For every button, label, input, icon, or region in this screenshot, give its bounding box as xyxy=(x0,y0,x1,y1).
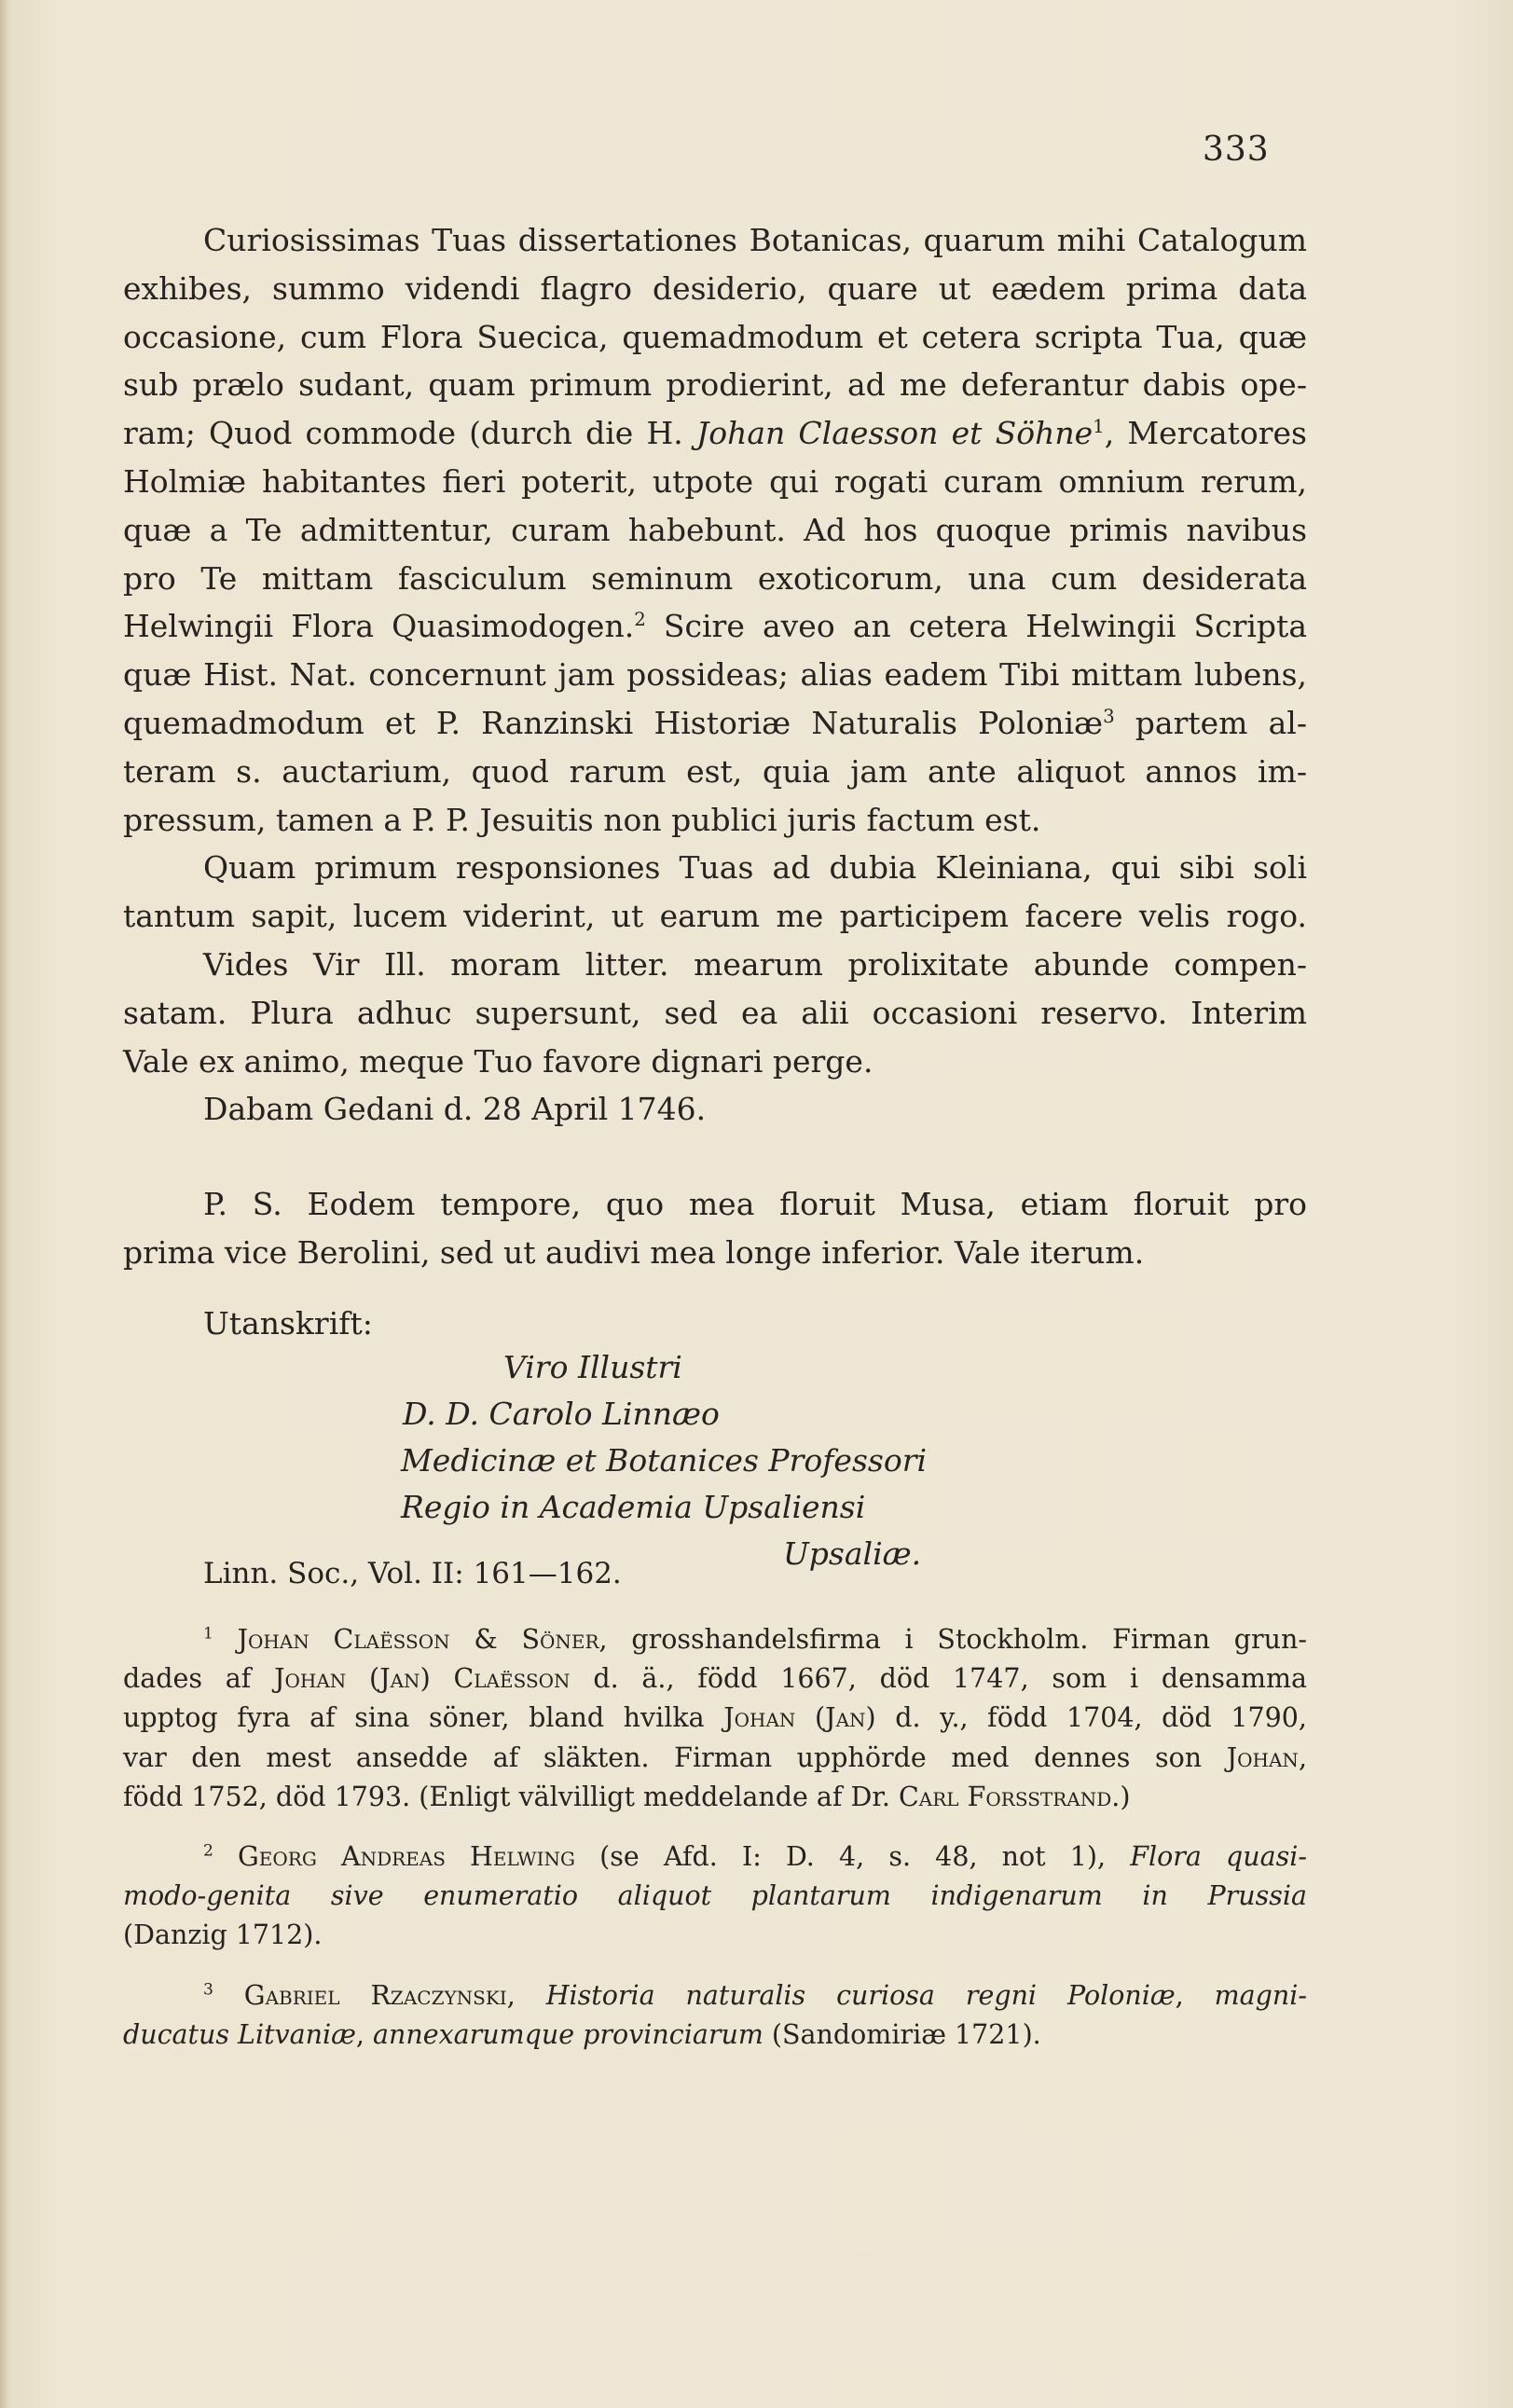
footnote-text: (se Afd. I: D. 4, s. 48, not 1), xyxy=(574,1841,1131,1873)
letter-line: Curiosissimas Tuas dissertationes Botanicas, quarum mihi Catalogum xyxy=(203,222,1307,258)
letter-line-part: Helwingii Flora Quasimodogen. xyxy=(123,608,635,645)
letter-line: pressum, tamen a P. P. Jesuitis non publici juris factum est. xyxy=(123,801,1041,838)
book-title: ducatus Litvaniæ xyxy=(123,2018,356,2050)
footnote-text: dades af xyxy=(123,1663,275,1695)
footnote-text: , xyxy=(355,2018,374,2050)
postscript-line: prima vice Berolini, sed ut audivi mea longe inferior. Vale iterum. xyxy=(123,1233,1145,1271)
letter-line-part: , Mercatores xyxy=(1104,415,1307,452)
footnote-text: , xyxy=(1175,1979,1215,2011)
firm-name: Johan Claesson et Söhne xyxy=(695,415,1093,452)
footnote-text: ) xyxy=(420,1663,454,1695)
footnote-line xyxy=(123,1699,1307,1738)
address-line: Regio in Academia Upsaliensi xyxy=(401,1489,866,1525)
person-name: Johan xyxy=(1226,1741,1299,1773)
book-title: Historia naturalis curiosa regni Poloniæ xyxy=(545,1979,1176,2011)
person-name: Carl Forsstrand xyxy=(898,1781,1112,1812)
footnote-line xyxy=(123,1739,1307,1778)
letter-line: quæ Hist. Nat. concernunt jam possideas; alias eadem Tibi mittam lubens, xyxy=(123,656,1307,694)
footnote-line xyxy=(123,1659,1307,1699)
letter-line xyxy=(123,602,1307,651)
footnotes xyxy=(123,1620,1307,2075)
page-spine-shadow xyxy=(0,0,9,2408)
footnote-text: & xyxy=(449,1624,522,1655)
address-line: D. D. Carolo Linnæo xyxy=(403,1396,720,1432)
footnote-line xyxy=(123,1620,1307,1659)
footnote-text: , xyxy=(506,1979,546,2011)
utanskrift-label: Utanskrift: xyxy=(203,1305,373,1342)
letter-line: Holmiæ habitantes fieri poterit, utpote qui rogati curam omnium rerum, xyxy=(123,462,1307,500)
letter-line: Vides Vir Ill. moram litter. mearum prolixitate abunde compen- xyxy=(203,945,1307,983)
letter-line: occasione, cum Flora Suecica, quemadmodum et cetera scripta Tua, quæ xyxy=(123,318,1307,355)
footnote-2 xyxy=(123,1837,1307,1956)
letter-line: teram s. auctarium, quod rarum est, quia jam ante aliquot annos im- xyxy=(123,752,1307,790)
footnote-marker: 2 xyxy=(203,1841,213,1861)
footnote-text: ( xyxy=(346,1663,380,1695)
person-name: Söner xyxy=(521,1624,599,1655)
letter-line: Vale ex animo, meque Tuo favore dignari perge. xyxy=(123,1042,873,1080)
person-name: Johan xyxy=(723,1702,796,1734)
person-name: Georg Andreas Helwing xyxy=(213,1841,575,1873)
footnote-text: .) xyxy=(1111,1781,1131,1812)
page-number: 333 xyxy=(1203,131,1270,169)
letter-line-part: ram; Quod commode (durch die H. xyxy=(123,415,696,452)
letter-date: Dabam Gedani d. 28 April 1746. xyxy=(203,1091,707,1128)
footnote-text: ) d. y., född 1704, död 1790, xyxy=(865,1702,1307,1734)
letter-line xyxy=(123,699,1307,748)
footnote-ref-2: 2 xyxy=(634,609,646,631)
footnote-text: ( xyxy=(795,1702,826,1734)
footnote-line xyxy=(123,2016,1307,2055)
footnote-text: upptog fyra af sina söner, bland hvilka xyxy=(123,1702,724,1734)
footnote-1 xyxy=(123,1620,1307,1817)
footnote-line: (Danzig 1712). xyxy=(123,1920,323,1951)
letter-line: sub prælo sudant, quam primum prodierint, ad me deferantur dabis ope- xyxy=(123,366,1307,404)
book-title: magni- xyxy=(1214,1979,1308,2011)
person-name: Gabriel Rzaczynski xyxy=(213,1979,507,2011)
book-title: modo-genita sive enumeratio aliquot plantarum indigenarum in Prussia xyxy=(123,1880,1307,1912)
person-name: Johan Claësson xyxy=(213,1624,450,1655)
address-line: Upsaliæ. xyxy=(783,1535,922,1572)
person-name: Jan xyxy=(825,1702,866,1734)
letter-line: pro Te mittam fasciculum seminum exoticorum, una cum desiderata xyxy=(123,559,1307,597)
person-name: Jan xyxy=(379,1663,420,1695)
person-name: Claësson xyxy=(453,1663,571,1695)
footnote-line xyxy=(123,1877,1307,1916)
postscript-line: P. S. Eodem tempore, quo mea floruit Musa, etiam floruit pro xyxy=(203,1186,1307,1222)
footnote-text: (Sandomiriæ 1721). xyxy=(763,2018,1041,2050)
footnote-text: var den mest ansedde af släkten. Firman upphörde med dennes son xyxy=(123,1741,1227,1773)
source-citation: Linn. Soc., Vol. II: 161—162. xyxy=(203,1557,622,1590)
letter-line: satam. Plura adhuc supersunt, sed ea alii occasioni reservo. Interim xyxy=(123,994,1307,1031)
letter-body xyxy=(123,216,1307,1134)
footnote-line xyxy=(123,1837,1307,1877)
letter-line-part: quemadmodum et P. Ranzinski Historiæ Naturalis Poloniæ xyxy=(123,704,1104,741)
footnote-text: , xyxy=(1298,1741,1307,1773)
address-block xyxy=(401,1344,927,1577)
footnote-text: , grosshandelsfirma i Stockholm. Firman grun- xyxy=(598,1624,1307,1655)
footnote-ref-3: 3 xyxy=(1103,705,1115,727)
address-line: Viro Illustri xyxy=(503,1349,682,1385)
letter-line: Quam primum responsiones Tuas ad dubia Kleiniana, qui sibi soli xyxy=(203,849,1307,887)
book-title: Flora quasi- xyxy=(1130,1841,1308,1873)
footnote-text: d. ä., född 1667, död 1747, som i densamma xyxy=(570,1663,1307,1695)
letter-line xyxy=(123,409,1307,458)
letter-line-part: partem al- xyxy=(1114,704,1308,741)
letter-line: quæ a Te admittentur, curam habebunt. Ad hos quoque primis navibus xyxy=(123,511,1307,548)
footnote-line xyxy=(123,1976,1307,2016)
footnote-text: född 1752, död 1793. (Enligt välvilligt meddelande af Dr. xyxy=(123,1781,899,1812)
book-title: annexarumque provinciarum xyxy=(373,2018,763,2050)
letter-line: exhibes, summo videndi flagro desiderio, quare ut eædem prima data xyxy=(123,269,1307,307)
footnote-line xyxy=(123,1778,1307,1817)
footnote-ref-1: 1 xyxy=(1093,416,1105,438)
letter-line: tantum sapit, lucem viderint, ut earum me participem facere velis rogo. xyxy=(123,898,1307,935)
footnote-marker: 3 xyxy=(203,1980,213,2000)
footnote-3 xyxy=(123,1976,1307,2055)
letter-line-part: Scire aveo an cetera Helwingii Scripta xyxy=(645,608,1307,645)
person-name: Johan xyxy=(274,1663,347,1695)
footnote-marker: 1 xyxy=(203,1624,213,1644)
postscript xyxy=(123,1180,1307,1277)
address-line: Medicinæ et Botanices Professori xyxy=(401,1442,928,1479)
